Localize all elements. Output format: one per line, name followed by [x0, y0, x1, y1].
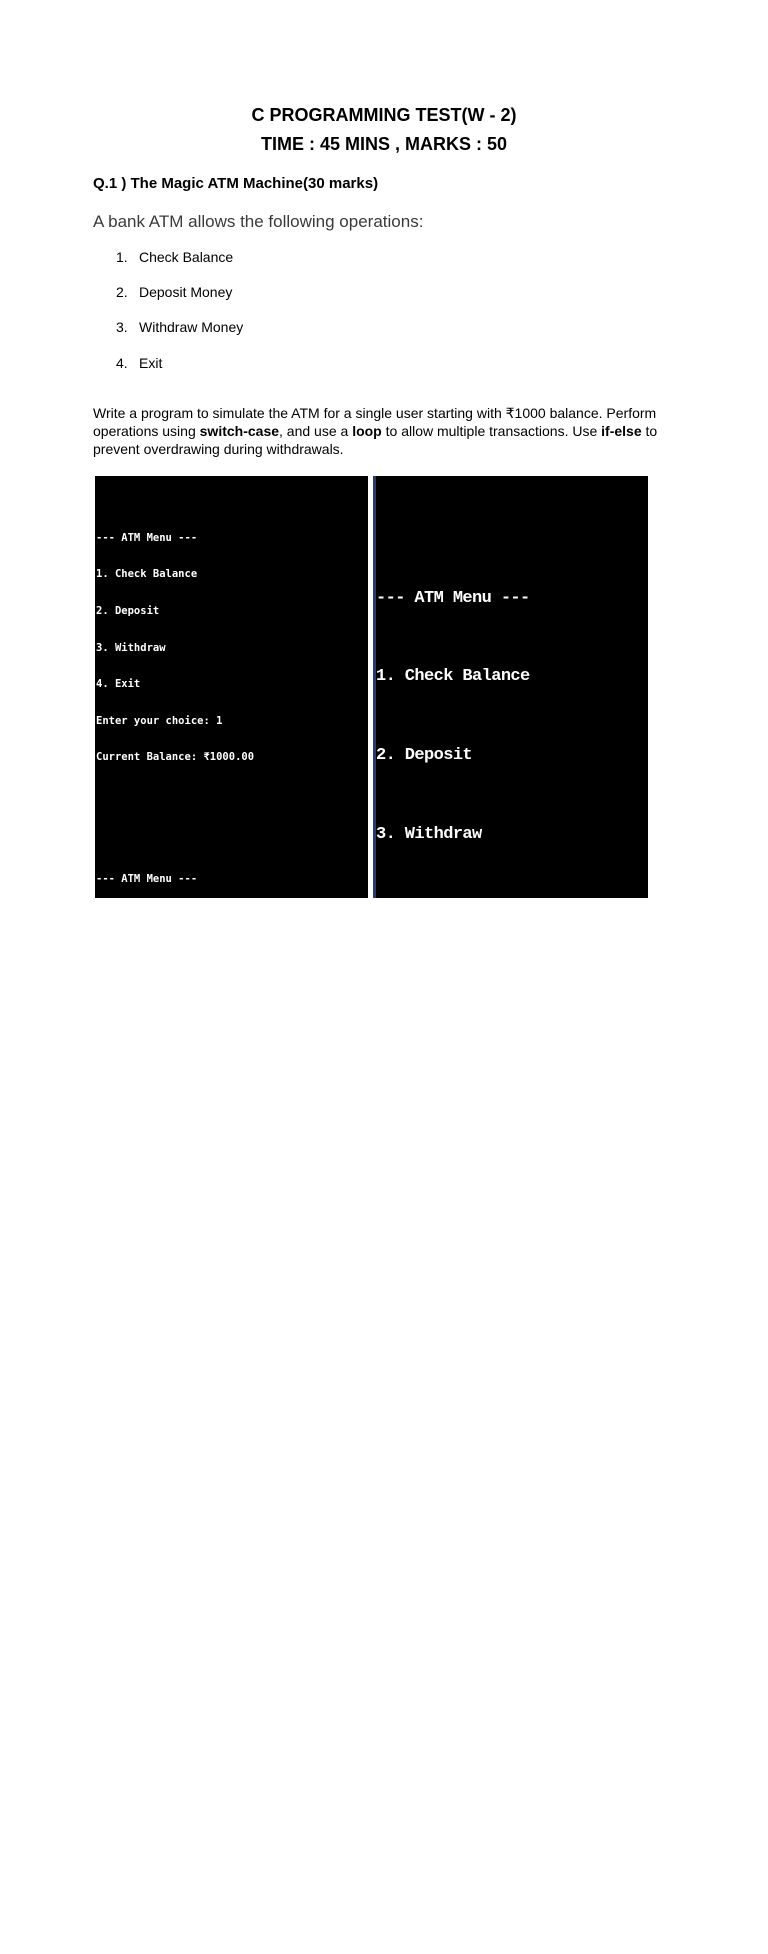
list-item-number: 2.	[116, 284, 128, 300]
page-title: C PROGRAMMING TEST(W - 2)	[251, 105, 517, 125]
statement-text: to allow multiple transactions. Use	[381, 423, 602, 439]
terminal-line: 3. Withdraw	[376, 1616, 482, 1636]
terminal-line: Current Balance: ₹1000.00	[96, 751, 255, 764]
terminal-line: 4. Exit	[96, 1397, 141, 1410]
list-item-label: Withdraw Money	[139, 319, 244, 335]
terminal-line: 3. Withdraw	[96, 1361, 166, 1374]
terminal-line: Enter your choice: 1	[376, 981, 569, 1001]
terminal-line: --- ATM Menu ---	[376, 588, 530, 608]
terminal-line: 4. Exit	[96, 1019, 141, 1032]
terminal-line: Enter your choice: 1	[96, 1434, 223, 1447]
keyword-if-else: if-else	[601, 423, 642, 439]
terminal-line: 3. Withdraw	[96, 983, 166, 996]
terminal-block	[96, 849, 368, 1166]
question-heading: Q.1 ) The Magic ATM Machine(30 marks)	[93, 175, 379, 192]
terminal-line: 4. Exit	[376, 903, 444, 923]
list-item-label: Deposit Money	[139, 284, 233, 300]
list-item-label: Exit	[139, 355, 163, 371]
list-item-label: Check Balance	[139, 249, 234, 265]
terminal-line: Current Balance: ₹2000.00	[96, 1471, 255, 1484]
terminal-line: 1. Check Balance	[376, 1459, 530, 1479]
terminal-line: --- ATM Menu ---	[96, 531, 198, 544]
problem-statement	[93, 404, 683, 458]
terminal-line: Enter your choice: 1	[96, 714, 223, 727]
terminal-block	[96, 1568, 368, 1885]
question-intro: A bank ATM allows the following operations:	[93, 212, 424, 231]
terminal-line: --- ATM Menu ---	[376, 1380, 530, 1400]
terminal-block	[376, 533, 648, 1136]
statement-text: Write a program to simulate the ATM for a single user starting with ₹1000 balance. Perform operations using	[93, 405, 657, 439]
terminal-line: 2. Deposit	[376, 1537, 473, 1557]
terminal-line: 2. Deposit	[96, 946, 160, 959]
terminal-line: Withdrawn successfully.	[96, 1849, 242, 1862]
terminal-block	[96, 507, 368, 788]
keyword-switch-case: switch-case	[199, 423, 280, 439]
terminal-line: 2. Deposit	[96, 1666, 160, 1679]
terminal-line: 1. Check Balance	[96, 568, 198, 581]
terminal-output-right	[373, 476, 648, 1872]
list-item-number: 4.	[116, 355, 128, 371]
terminal-line: Enter your choice: 4	[376, 1773, 569, 1793]
terminal-line: 3. Withdraw	[96, 1702, 166, 1715]
terminal-line: 3. Withdraw	[376, 824, 482, 844]
list-item-number: 1.	[116, 249, 128, 265]
terminal-line: 2. Deposit	[376, 746, 473, 766]
terminal-output-left	[95, 476, 368, 1862]
terminal-line: Enter amount to deposit: 1000	[96, 1092, 280, 1105]
terminal-line: 1. Check Balance	[96, 1629, 198, 1642]
terminal-line: Enter your choice: 3	[96, 1775, 223, 1788]
terminal-line: 4. Exit	[376, 1695, 444, 1715]
terminal-line: 4. Exit	[96, 678, 141, 691]
keyword-loop: loop	[352, 423, 382, 439]
terminal-line: 2. Deposit	[96, 605, 160, 618]
terminal-edge	[373, 476, 376, 898]
terminal-line: 1. Check Balance	[376, 667, 530, 687]
terminal-line: 3. Withdraw	[96, 641, 166, 654]
terminal-line: 1. Check Balance	[96, 909, 198, 922]
terminal-line: --- ATM Menu ---	[96, 1592, 198, 1605]
terminal-line: Enter your choice: 2	[96, 1056, 223, 1069]
terminal-line: Enter amount to withdraw: 100	[96, 1812, 280, 1825]
terminal-line: Thank you for using ATM.	[376, 1852, 607, 1872]
terminal-line: 2. Deposit	[96, 1324, 160, 1337]
page-subtitle: TIME : 45 MINS , MARKS : 50	[260, 134, 508, 154]
terminal-line: --- ATM Menu ---	[96, 1251, 198, 1264]
terminal-block	[376, 1325, 648, 1928]
list-item-number: 3.	[116, 319, 128, 335]
statement-text: , and use a	[279, 423, 353, 439]
terminal-line: 1. Check Balance	[96, 1288, 198, 1300]
terminal-line: --- ATM Menu ---	[96, 873, 198, 886]
terminal-block	[96, 1227, 368, 1508]
statement-text: to prevent overdrawing during withdrawals.	[93, 423, 658, 457]
terminal-line: 4. Exit	[96, 1739, 141, 1752]
terminal-line: Deposited successfully.	[96, 1129, 242, 1142]
terminal-line: Current Balance: ₹1900.00	[376, 1060, 617, 1080]
